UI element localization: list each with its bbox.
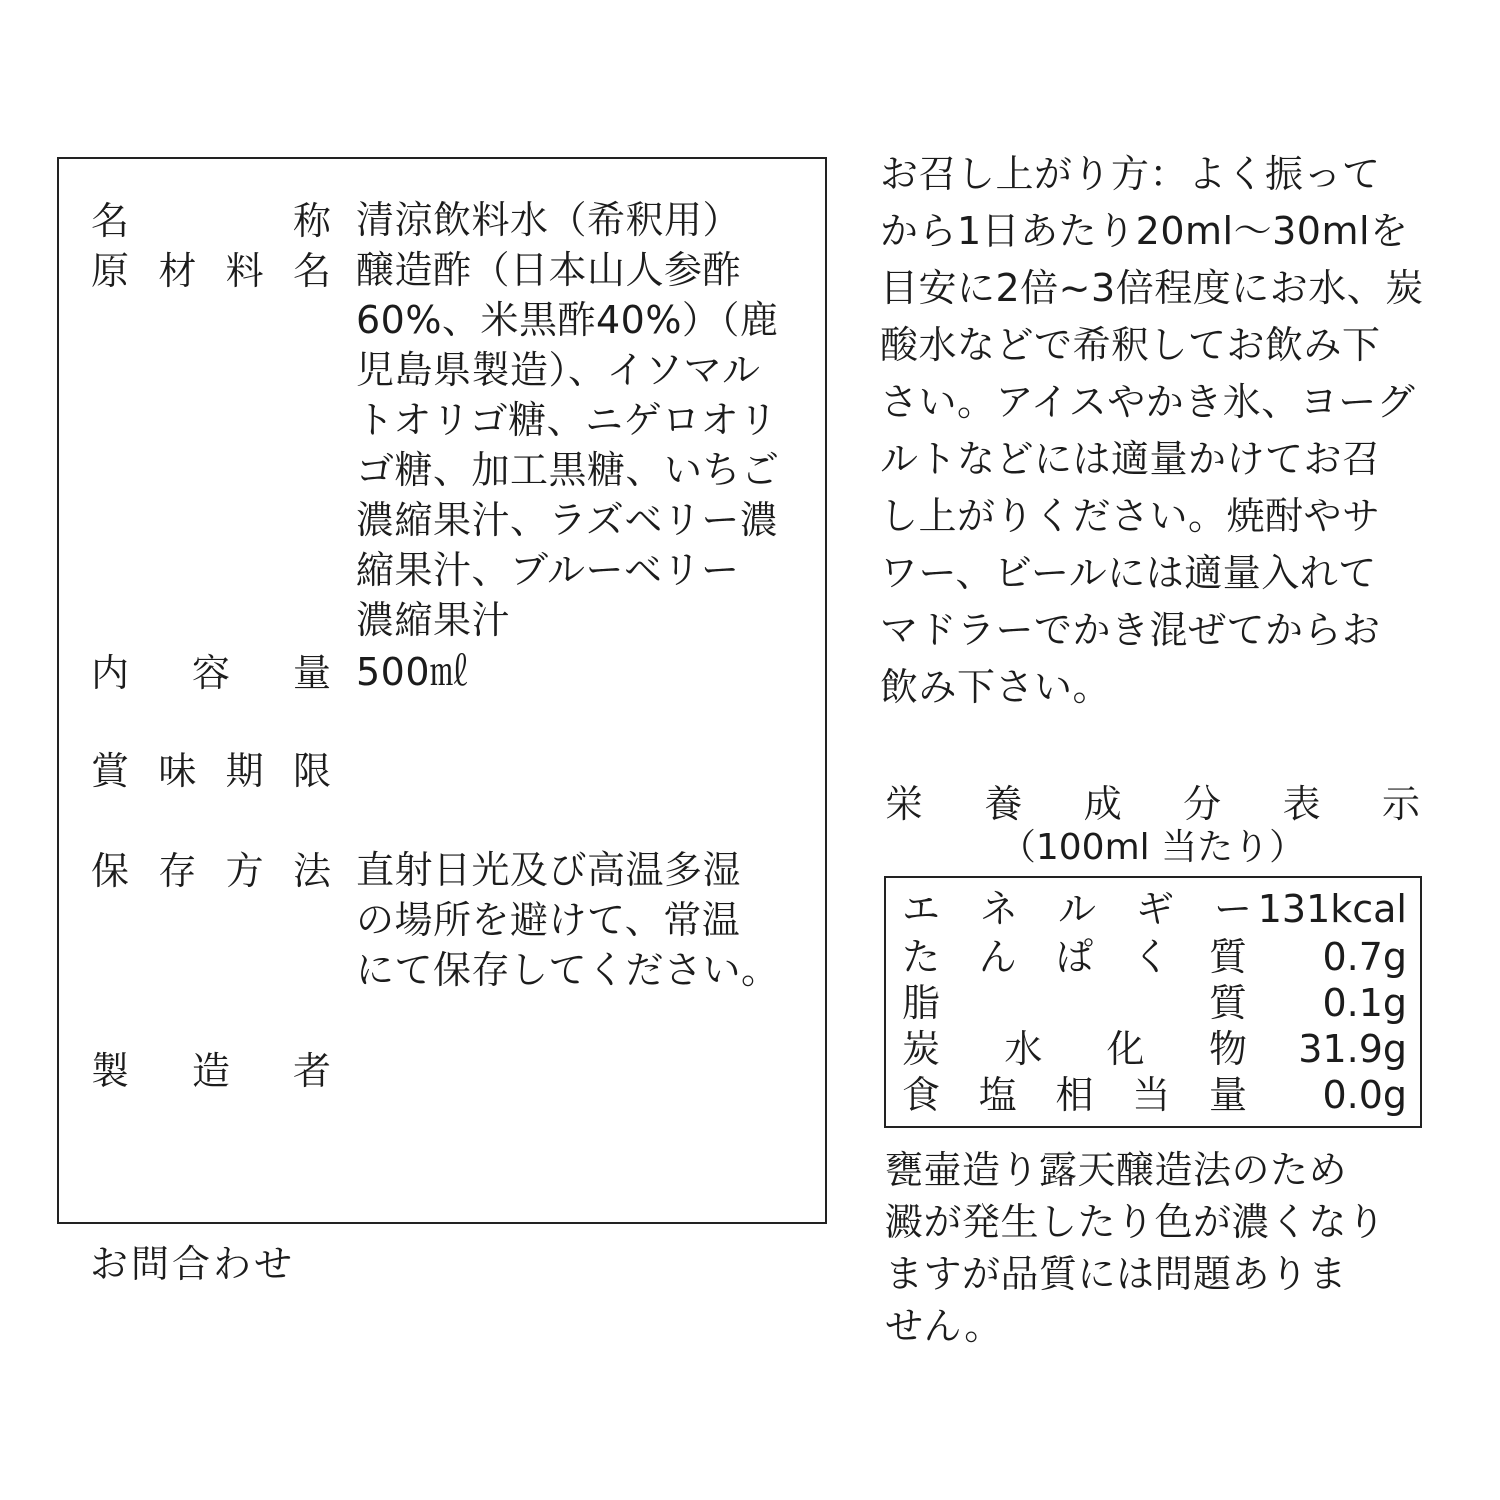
label-value-name: 清涼飲料水（希釈用）: [356, 198, 742, 242]
label-key-name: 名 称: [91, 199, 331, 243]
nutrition-table: [884, 876, 1422, 1128]
inquiry-label: お問合わせ: [90, 1242, 296, 1286]
directions-text: お召し上がり方：よく振って から1日あたり20ml〜30mlを 目安に2倍~3倍程度にお水、炭 酸水などで希釈してお飲み下 さい。アイスやかき氷、ヨーグ ルトなどには適量かけてお召 し上がりください。焼酎やサ ワー、ビールには適量入れて マドラーでかき混ぜてからお 飲み下さい。: [880, 152, 1424, 709]
label-key-ingredients: 原 材 料 名: [91, 249, 331, 293]
nutrition-name-energy: エ ネ ル ギ ー: [902, 887, 1252, 931]
nutrition-row-salt: [902, 1072, 1407, 1118]
sediment-note: 甕壷造り露天醸造法のため 澱が発生したり色が濃くなり ますが品質には問題ありま せん。: [885, 1148, 1386, 1348]
nutrition-name-protein: た ん ぱ く 質: [902, 935, 1247, 979]
nutrition-title: 栄 養 成 分 表 示: [885, 781, 1420, 826]
label-key-volume: 内 容 量: [91, 651, 331, 695]
nutrition-value-protein: 0.7g: [1322, 935, 1407, 979]
label-key-storage: 保 存 方 法: [91, 849, 331, 893]
nutrition-row-fat: [902, 980, 1407, 1026]
label-key-best-before: 賞 味 期 限: [91, 749, 331, 793]
label-value-storage: 直射日光及び高温多湿 の場所を避けて、常温 にて保存してください。: [356, 848, 780, 992]
label-key-manufacturer: 製 造 者: [91, 1049, 331, 1093]
nutrition-value-energy: 131kcal: [1257, 887, 1407, 931]
nutrition-name-salt: 食 塩 相 当 量: [902, 1073, 1247, 1117]
nutrition-value-salt: 0.0g: [1322, 1073, 1407, 1117]
nutrition-subtitle: （100ml 当たり）: [999, 827, 1306, 868]
nutrition-row-carbohydrate: [902, 1026, 1407, 1072]
nutrition-row-protein: [902, 934, 1407, 980]
nutrition-value-carbohydrate: 31.9g: [1298, 1027, 1407, 1071]
nutrition-name-carbohydrate: 炭 水 化 物: [902, 1027, 1247, 1071]
product-label-box: [57, 157, 827, 1224]
nutrition-value-fat: 0.1g: [1322, 981, 1407, 1025]
nutrition-name-fat: 脂 質: [902, 981, 1247, 1025]
nutrition-row-energy: [902, 886, 1407, 932]
label-value-volume: 500㎖: [356, 650, 469, 694]
label-value-ingredients: 醸造酢（日本山人参酢 60%、米黒酢40%）（鹿 児島県製造）、イソマル トオリゴ糖、ニゲロオリ ゴ糖、加工黒糖、いちご 濃縮果汁、ラズベリー濃 縮果汁、ブルーベリー 濃縮果汁: [356, 248, 780, 642]
